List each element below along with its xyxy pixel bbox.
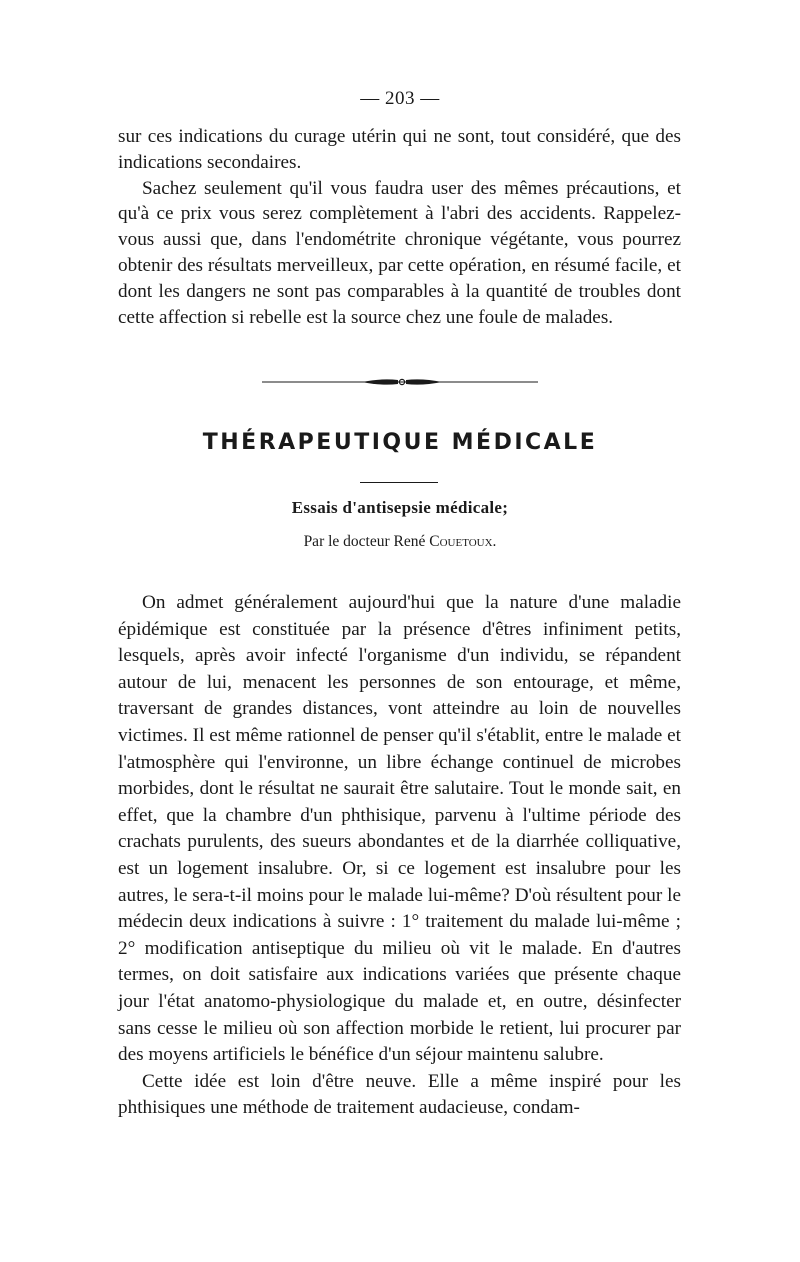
text-block-top	[118, 124, 681, 330]
author-prefix: Par le docteur René	[303, 533, 426, 550]
ornamental-divider	[262, 376, 538, 388]
title-rule	[360, 482, 438, 483]
paragraph: On admet généralement aujourd'hui que la nature d'une maladie épidémique est constituée par la présence d'êtres infiniment petits, lesquels, après avoir infecté l'organisme d'un individu, se répandent autour de lui, menacent les personnes de son entourage, et même, traversant de grandes distances, vont atteindre au loin de nouvelles victimes. Il est même rationnel de penser qu'il s'établit, entre le malade et l'atmosphère qui l'environne, un libre échange continuel de microbes morbides, dont le résultat ne saurait être salutaire. Tout le monde sait, en effet, que la chambre d'un phthisique, parvenu à l'ultime période des crachats purulents, des sueurs abondantes et de la diarrhée colliquative, est un logement insalubre. Or, si ce logement est insalubre pour les autres, le sera-t-il moins pour le malade lui-même? D'où résultent pour le médecin deux indications à suivre : 1° traitement du malade lui-même ; 2° modification antiseptique du milieu où vit le malade. En d'autres termes, on doit satisfaire aux indications variées que présente chaque jour l'état anatomo-physiologique du malade et, en outre, désinfecter sans cesse le milieu où son affection morbide le retient, lui procurer par des moyens artificiels le bénéfice d'un séjour maintenu salubre.	[118, 592, 681, 1066]
author-line	[0, 533, 800, 551]
paragraph: Sachez seulement qu'il vous faudra user des mêmes précautions, et qu'à ce prix vous serez complètement à l'abri des accidents. Rappelez-vous aussi que, dans l'endométrite chronique végétante, vous pourrez obtenir des résultats merveilleux, par cette opération, en résumé facile, et dont les dangers ne sont pas comparables à la quantité de troubles dont cette affection si rebelle est la source chez une foule de malades.	[118, 177, 681, 328]
paragraph: Cette idée est loin d'être neuve. Elle a même inspiré pour les phthisiques une méthode de traitement audacieuse, condam-	[118, 1070, 681, 1119]
paragraph: sur ces indications du curage utérin qui ne sont, tout considéré, que des indications secondaires.	[118, 126, 681, 173]
author-name: Couetoux.	[429, 533, 497, 550]
text-block-main	[118, 590, 681, 1122]
section-title: THÉRAPEUTIQUE MÉDICALE	[202, 430, 598, 455]
article-subtitle: Essais d'antisepsie médicale;	[291, 498, 509, 517]
page-number: — 203 —	[360, 88, 440, 109]
